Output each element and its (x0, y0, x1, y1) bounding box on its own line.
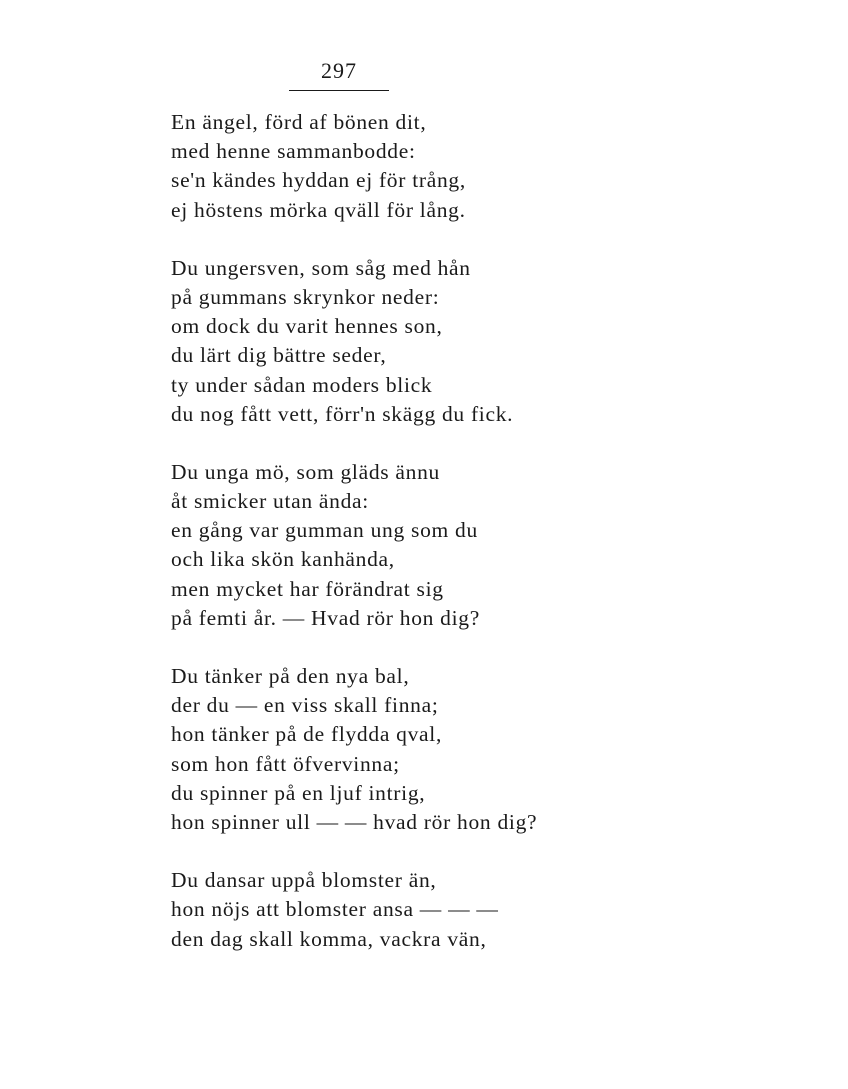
poem-line: hon nöjs att blomster ansa — — — (171, 897, 499, 922)
poem-line: du nog fått vett, förr'n skägg du fick. (171, 401, 514, 426)
poem-line: hon spinner ull — — hvad rör hon dig? (171, 809, 538, 834)
poem-line: om dock du varit hennes son, (171, 314, 443, 339)
poem-line: ej höstens mörka qväll för lång. (171, 197, 466, 222)
poem-line: du lärt dig bättre seder, (171, 343, 387, 368)
poem-line: Du dansar uppå blomster än, (171, 868, 437, 893)
poem-line: se'n kändes hyddan ej för trång, (171, 168, 466, 193)
poem-line: En ängel, förd af bönen dit, (171, 110, 427, 134)
poem-line: den dag skall komma, vackra vän, (171, 926, 487, 951)
poem-line: der du — en viss skall finna; (171, 693, 439, 718)
stanza (171, 662, 771, 837)
poem-line: Du unga mö, som gläds ännu (171, 459, 441, 484)
poem-line: men mycket har förändrat sig (171, 576, 444, 601)
stanza (171, 108, 771, 225)
poem-line: och lika skön kanhända, (171, 547, 395, 572)
stanza (171, 254, 771, 429)
stanza (171, 866, 771, 954)
poem-line: en gång var gumman ung som du (171, 518, 478, 543)
poem-line: med henne sammanbodde: (171, 139, 416, 164)
poem-line: som hon fått öfvervinna; (171, 751, 400, 776)
poem-line: på femti år. — Hvad rör hon dig? (171, 605, 480, 630)
poem-line: åt smicker utan ända: (171, 489, 369, 514)
page-number: 297 (321, 58, 357, 83)
poem-line: Du ungersven, som såg med hån (171, 255, 471, 280)
poem-line: du spinner på en ljuf intrig, (171, 780, 426, 805)
poem-line: på gummans skrynkor neder: (171, 284, 440, 309)
poem-line: Du tänker på den nya bal, (171, 664, 410, 688)
header-rule (289, 90, 389, 91)
poem-line: hon tänker på de flydda qval, (171, 722, 443, 747)
stanza (171, 458, 771, 633)
poem (171, 108, 771, 983)
poem-line: ty under sådan moders blick (171, 372, 433, 397)
